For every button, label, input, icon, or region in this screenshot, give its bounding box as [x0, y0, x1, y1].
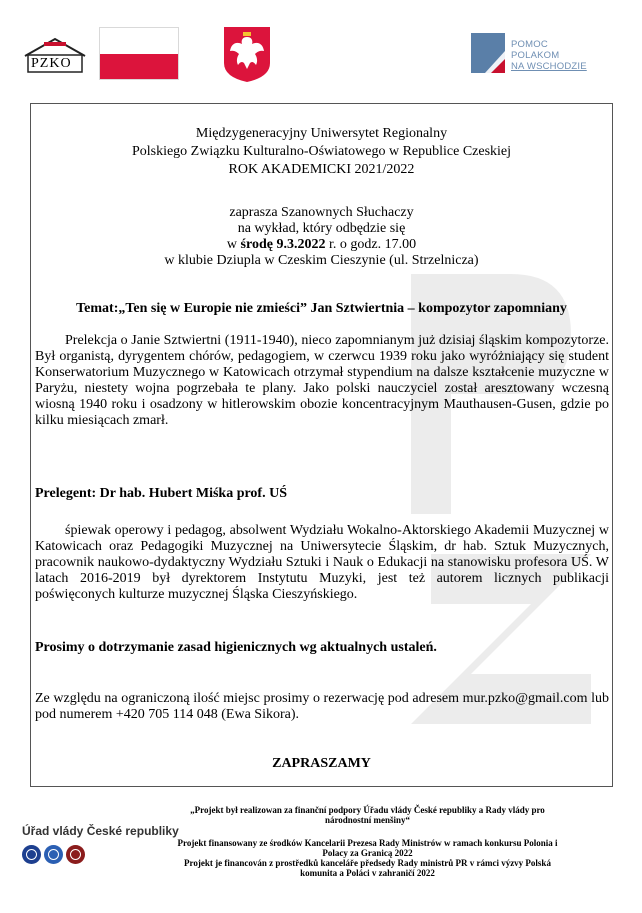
pomoc-polakom-text — [511, 39, 587, 72]
invite-date: środę 9.3.2022 — [240, 237, 326, 252]
polish-eagle-emblem — [222, 25, 272, 83]
pzko-logo-text: PZKO — [31, 56, 72, 71]
ppnw-line-2: POLAKOM — [511, 50, 560, 61]
invite-location: w klubie Dziupla w Czeskim Cieszynie (ul. Strzelnicza) — [164, 253, 479, 268]
lecture-topic: Temat:„Ten się w Europie nie zmieści” Jan Sztwiertnia – kompozytor zapomniany — [76, 301, 567, 316]
funding-note-3: Projekt je financován z prostředků kanceláře předsedy Rady ministrů PR v rámci výzvy Polská komunita a Poláci v zahraničí 2022 — [184, 858, 551, 878]
flag-white-stripe — [100, 28, 178, 54]
ppnw-line-1: POMOC — [511, 39, 548, 50]
flag-red-stripe — [100, 54, 178, 80]
ppnw-line-3: NA WSCHODZIE — [511, 61, 587, 72]
funding-note-2: Projekt finansowany ze środków Kancelarii Prezesa Rady Ministrów w ramach konkursu Polonia i Polacy za Granicą 2022 — [177, 838, 558, 858]
pomoc-polakom-square-icon — [471, 33, 505, 73]
closing-text: ZAPRASZAMY — [272, 756, 371, 771]
polish-flag — [99, 27, 179, 80]
speaker-name: Prelegent: Dr hab. Hubert Miśka prof. UŚ — [35, 486, 287, 501]
funding-note-1: „Projekt był realizowan za finanční podpory Úřadu vlády České republiky a Rady vlády pro národnostní menšiny“ — [190, 805, 545, 825]
invitation-frame — [30, 103, 613, 787]
pzko-logo — [22, 36, 88, 74]
globe-seal-icon — [44, 845, 63, 864]
invite-line-1: zaprasza Szanownych Słuchaczy — [229, 205, 414, 220]
hygiene-notice: Prosimy o dotrzymanie zasad higienicznych wg aktualnych ustaleń. — [35, 640, 437, 655]
funding-notes — [170, 805, 565, 878]
header-line-3: ROK AKADEMICKI 2021/2022 — [228, 162, 415, 177]
coat-of-arms-seal-icon — [66, 845, 85, 864]
reservation-info: Ze względu na ograniczoną ilość miejsc prosimy o rezerwację pod adresem mur.pzko@gmail.com lub pod numerem +420 705 114 048 (Ewa Sikora). — [35, 691, 609, 722]
pomoc-polakom-logo — [471, 33, 601, 75]
watermark-logo — [391, 254, 613, 754]
lecture-description: Prelekcja o Janie Sztwiertni (1911-1940), nieco zapomnianym już dzisiaj śląskim kompozytorze. Był organistą, dyrygentem chórów, pedagogiem, w czerwcu 1939 roku jako wyróżniający się student Konserwatorium Muzycznego w Katowicach otrzymał stypendium na dalsze kształcenie muzyczne w Paryżu, niestety wojna pogrzebała te plany. Jako polski nauczyciel został aresztowany wczesną wiosną 1940 roku i osadzony w hitlerowskim obozie koncentracyjnym Mauthausen-Gusen, gdzie po kilku miesiącach zmarł. — [35, 333, 609, 428]
speaker-description: śpiewak operowy i pedagog, absolwent Wydziału Wokalno-Aktorskiego Akademii Muzycznej w Katowicach oraz Pedagogiki Muzycznej na Uniwersytecie Śląskim, dr hab. Sztuk Muzycznych, pracownik naukowo-dydaktyczny Wydziału Sztuki i Nauk o Edukacji na stanowisku profesora UŚ. W latach 2016-2019 był dyrektorem Instytutu Muzyki, jest też autorem licznych publikacji poświęconych kulturze muzycznej Śląska Cieszyńskiego. — [35, 523, 609, 602]
white-eagle-icon — [222, 25, 272, 83]
invite-line-2: na wykład, który odbędzie się — [237, 221, 406, 236]
invite-time: r. o godz. 17.00 — [325, 237, 417, 252]
czech-government-label: Úřad vlády České republiky — [22, 824, 179, 838]
eu-stars-seal-icon — [22, 845, 41, 864]
invite-date-prefix: w — [226, 237, 241, 252]
invite-line-3 — [31, 237, 612, 253]
header-line-1: Międzygeneracyjny Uniwersytet Regionalny — [195, 126, 448, 141]
header-line-2: Polskiego Związku Kulturalno-Oświatowego w Republice Czeskiej — [131, 144, 512, 159]
